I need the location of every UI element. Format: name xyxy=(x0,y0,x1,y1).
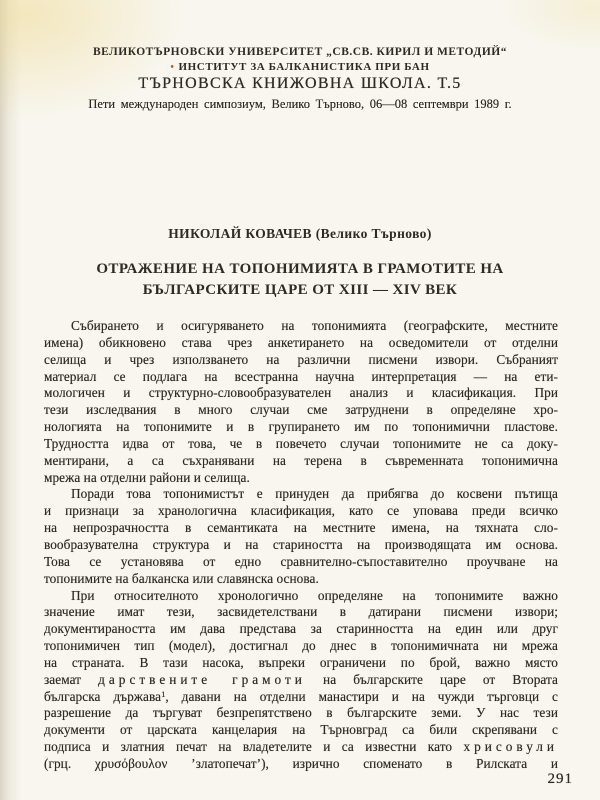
text-line xyxy=(44,537,558,554)
text-line xyxy=(44,705,558,722)
text-run: мрежа на отделни райони и селища. xyxy=(44,469,250,485)
text-run: Събирането и осигуряването на топонимията (географските, местните xyxy=(71,318,558,333)
text-run: Трудността идва от това, че в повечето случаи топонимите не са доку- xyxy=(44,435,558,451)
text-run: , давани на отделни манастири и на чужди търговци с xyxy=(165,688,558,704)
text-line xyxy=(44,419,558,436)
text-run: българска държава xyxy=(44,688,162,704)
text-line xyxy=(44,672,558,689)
article-title xyxy=(0,259,600,301)
symposium-line: Пети международен симпозиум, Велико Търново, 06—08 септември 1989 г. xyxy=(88,97,512,111)
institute-name: ИНСТИТУТ ЗА БАЛКАНИСТИКА ПРИ БАН xyxy=(178,61,430,73)
article-title-line-2: БЪЛГАРСКИТЕ ЦАРЕ ОТ XIII — XIV ВЕК xyxy=(142,282,458,298)
text-line xyxy=(44,689,558,706)
text-run: тези изследвания в много случаи сме затруднени в определяне хро- xyxy=(44,402,558,418)
text-line xyxy=(44,739,558,756)
text-run: При относителното хронологично определяне на топонимите важно xyxy=(71,587,558,603)
series-title: ТЪРНОВСКА КНИЖОВНА ШКОЛА. Т.5 xyxy=(138,75,462,92)
text-line xyxy=(44,638,558,655)
text-run: (грц. χρυσόβουλον ’златопечат’), изрично споменато в Рилската и xyxy=(44,755,558,771)
text-line xyxy=(44,470,558,487)
text-run: топонимичен тип (модел), достигнал до днес в топонимичната ни мрежа xyxy=(44,638,558,654)
spaced-term: дарствените грамоти xyxy=(98,671,306,687)
text-run: вообразувателна структура и на стариността на производящата им основа. xyxy=(44,536,558,552)
text-run: на българските царе от Втората xyxy=(305,671,558,687)
text-line xyxy=(44,486,558,503)
text-run: Това се установява от едно сравнително-съпоставително проучване на xyxy=(44,553,558,569)
text-line xyxy=(44,554,558,571)
text-run: разрешение да търгуват безпрепятствено в българските земи. У нас тези xyxy=(44,705,558,721)
spaced-term: хрисовули xyxy=(463,739,558,755)
text-run: мологичен и структурно-словообразувателен анализ и класификация. При xyxy=(44,385,558,401)
text-run: и признаци за хранологична класификация, като се уповава преди всичко xyxy=(44,503,558,519)
text-line xyxy=(44,385,558,402)
text-run: на непрозрачността в семантиката на местните имена, на тяхната сло- xyxy=(44,520,558,536)
text-line xyxy=(44,722,558,739)
article-title-line-1: ОТРАЖЕНИЕ НА ТОПОНИМИЯТА В ГРАМОТИТЕ НА xyxy=(96,261,504,277)
text-line xyxy=(44,335,558,352)
text-run: заемат xyxy=(44,671,99,687)
text-run: на страната. В тази насока, въпреки ограничени по брой, важно място xyxy=(44,654,558,670)
text-line xyxy=(44,453,558,470)
publication-header xyxy=(0,46,600,112)
text-run: документираността им дава представа за старинността на един или друг xyxy=(44,621,558,637)
text-run: Поради това топонимистът е принуден да прибягва до косвени пътища xyxy=(71,486,558,502)
institute-line xyxy=(0,61,600,73)
text-run: селища и чрез използването на различни писмени извори. Събраният xyxy=(44,351,558,367)
text-run: документи от царската канцелария на Търновград са били скрепявани с xyxy=(44,722,558,738)
text-line xyxy=(44,402,558,419)
text-line xyxy=(44,436,558,453)
text-line xyxy=(44,520,558,537)
article-body xyxy=(44,318,558,773)
page-number: 291 xyxy=(547,771,573,787)
text-run: подписа и златния печат на владетелите и са известни като xyxy=(44,739,464,755)
text-line xyxy=(44,369,558,386)
footnote-ref: 1 xyxy=(161,688,166,699)
author-line: НИКОЛАЙ КОВАЧЕВ (Велико Търново) xyxy=(168,226,432,241)
text-run: значение имат тези, засвидетелствани в датирани писмени извори; xyxy=(44,604,558,620)
text-line xyxy=(44,621,558,638)
text-line xyxy=(44,655,558,672)
text-run: топонимите на балканска или славянска основа. xyxy=(44,570,319,586)
text-line xyxy=(44,756,558,773)
text-run: ментирани, а са съхранявани на терена в съвременната топонимична xyxy=(44,452,558,468)
university-name: ВЕЛИКОТЪРНОВСКИ УНИВЕРСИТЕТ „СВ.СВ. КИРИЛ И МЕТОДИЙ“ xyxy=(92,46,507,58)
text-run: нологията на топонимите и в групирането им по топонимични пластове. xyxy=(44,419,558,435)
text-line xyxy=(44,588,558,605)
text-run: имена) обикновено става чрез анкетирането на осведомители от отделни xyxy=(44,334,558,350)
text-line xyxy=(44,318,558,335)
text-line xyxy=(44,352,558,369)
text-line xyxy=(44,604,558,621)
text-line xyxy=(44,503,558,520)
text-run: материал се подлага на всестранна научна интерпретация — на ети- xyxy=(44,368,558,384)
bullet-icon: • xyxy=(170,62,175,73)
text-line xyxy=(44,571,558,588)
